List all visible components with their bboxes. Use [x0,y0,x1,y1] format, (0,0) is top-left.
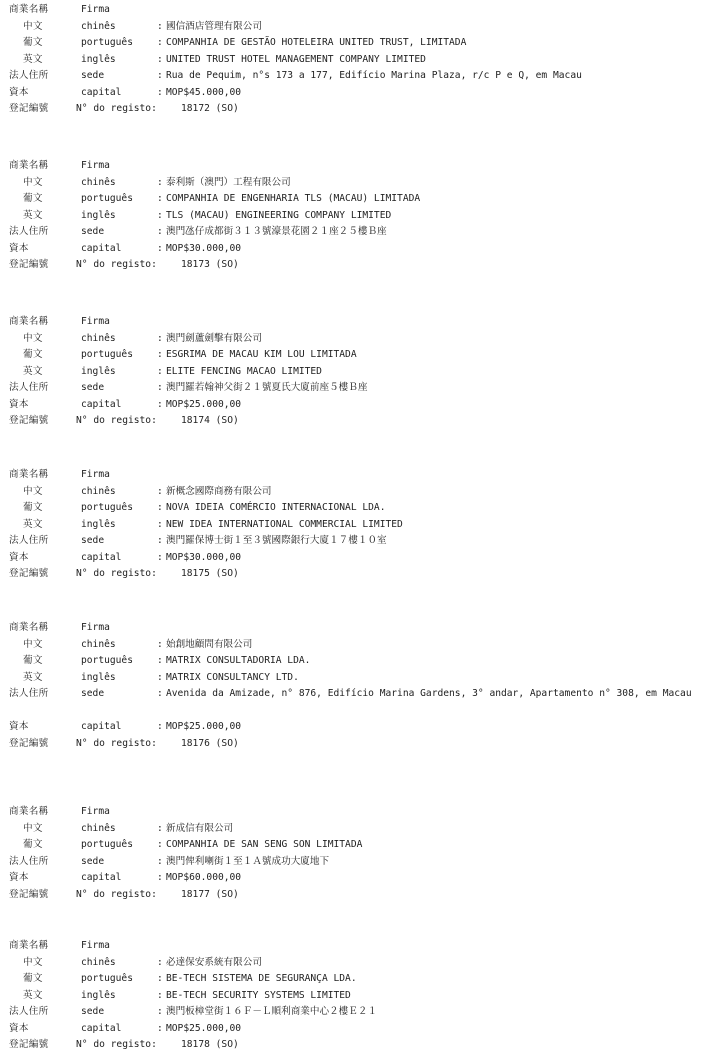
label-zh: 英文 [23,671,43,683]
label-zh: 商業名稱 [9,469,49,480]
colon: : [157,956,163,968]
label-pt: chinês [81,956,116,968]
colon: : [157,502,163,513]
label-pt: N° do registo: [76,103,157,114]
field-value: MOP$30.000,00 [166,242,242,254]
label-zh: 中文 [23,485,43,497]
label-pt: sede [81,1006,105,1017]
ingles-row [9,670,721,687]
ingles-row [9,52,721,69]
colon: : [157,855,163,867]
label-pt: N° do registo: [76,737,157,749]
label-pt: inglês [81,53,116,65]
chines-row [9,331,721,348]
label-zh: 英文 [23,53,43,65]
field-value: 澳門氹仔成都街３１３號濠景花園２１座２５樓Ｂ座 [166,226,387,237]
label-pt: sede [81,382,105,393]
field-value: 澳門羅若翰神父街２１號夏氏大廈前座５樓Ｂ座 [166,382,368,393]
field-value: TLS (MACAU) ENGINEERING COMPANY LIMITED [166,209,392,221]
field-value: MOP$45.000,00 [166,86,242,98]
label-pt: português [81,37,133,48]
field-value: BE-TECH SECURITY SYSTEMS LIMITED [166,989,351,1001]
portugues-row [9,653,721,670]
company-record [9,938,721,1054]
firma-header-row [9,158,721,175]
colon: : [157,485,163,497]
portugues-row [9,837,721,854]
label-zh: 登記編號 [9,1039,49,1050]
ingles-row [9,208,721,225]
portugues-row [9,971,721,988]
label-pt: português [81,349,133,360]
field-value: MOP$30.000,00 [166,551,242,563]
field-value: UNITED TRUST HOTEL MANAGEMENT COMPANY LIMITED [166,53,426,65]
field-value: 國信酒店管理有限公司 [166,20,262,32]
label-pt: Firma [81,160,110,171]
label-pt: português [81,839,133,850]
label-zh: 資本 [9,242,29,254]
colon: : [157,20,163,32]
capital-row [9,85,721,102]
label-pt: chinês [81,20,116,32]
field-value: 澳門羅保博士街１至３號國際銀行大廈１７樓１０室 [166,535,387,546]
label-zh: 中文 [23,956,43,968]
company-record [9,2,721,118]
colon: : [157,822,163,834]
colon: : [157,176,163,188]
colon: : [157,365,163,377]
label-zh: 商業名稱 [9,806,49,817]
chines-row [9,484,721,501]
colon: : [157,242,163,254]
label-pt: inglês [81,671,116,683]
colon: : [157,655,163,666]
company-record [9,620,721,752]
chines-row [9,821,721,838]
field-value: 澳門劍蘆劍擊有限公司 [166,332,262,344]
field-value: MOP$60.000,00 [166,872,242,883]
label-pt: inglês [81,365,116,377]
firma-header-row [9,938,721,955]
label-zh: 葡文 [23,193,43,204]
label-pt: português [81,655,133,666]
label-zh: 法人住所 [9,70,49,81]
label-zh: 英文 [23,209,43,221]
ingles-row [9,364,721,381]
portugues-row [9,35,721,52]
registo-row [9,736,721,753]
label-pt: capital [81,242,122,254]
field-value: NOVA IDEIA COMÉRCIO INTERNACIONAL LDA. [166,502,386,513]
sede-row [9,533,721,550]
label-zh: 法人住所 [9,535,49,546]
field-value: COMPANHIA DE ENGENHARIA TLS (MACAU) LIMITADA [166,193,421,204]
label-zh: 登記編號 [9,888,49,900]
label-zh: 法人住所 [9,1006,49,1017]
colon: : [157,671,163,683]
firma-header-row [9,314,721,331]
label-pt: sede [81,855,105,867]
company-record [9,314,721,430]
field-value: COMPANHIA DE GESTÃO HOTELEIRA UNITED TRUST, LIMITADA [166,37,467,48]
field-value: 新成信有限公司 [166,822,234,834]
registo-row [9,413,721,430]
company-record [9,467,721,583]
colon: : [157,193,163,204]
firma-header-row [9,467,721,484]
sede-row [9,68,721,85]
label-zh: 英文 [23,365,43,377]
sede-row [9,854,721,871]
label-zh: 登記編號 [9,737,49,749]
label-pt: capital [81,872,122,883]
label-pt: sede [81,535,105,546]
capital-row [9,397,721,414]
label-zh: 商業名稱 [9,940,49,951]
colon: : [157,973,163,984]
ingles-row [9,517,721,534]
label-zh: 葡文 [23,973,43,984]
registo-row [9,566,721,583]
field-value: 泰利斯（澳門）工程有限公司 [166,176,291,188]
label-pt: Firma [81,469,110,480]
registo-row [9,887,721,904]
capital-row [9,241,721,258]
colon: : [157,518,163,530]
field-value: 18177 (SO) [181,888,239,900]
label-zh: 法人住所 [9,688,49,699]
field-value: 新概念國際商務有限公司 [166,485,272,497]
colon: : [157,721,163,732]
label-zh: 資本 [9,86,29,98]
field-value: 必達保安系統有限公司 [166,956,262,968]
label-zh: 中文 [23,20,43,32]
chines-row [9,175,721,192]
colon: : [157,989,163,1001]
label-zh: 法人住所 [9,382,49,393]
field-value: NEW IDEA INTERNATIONAL COMMERCIAL LIMITED [166,518,403,530]
company-record [9,804,721,903]
label-zh: 資本 [9,872,29,883]
label-zh: 登記編號 [9,259,49,270]
label-pt: Firma [81,316,110,327]
field-value: 18176 (SO) [181,737,239,749]
field-value: BE-TECH SISTEMA DE SEGURANÇA LDA. [166,973,357,984]
sede-row [9,686,721,719]
field-value: COMPANHIA DE SAN SENG SON LIMITADA [166,839,363,850]
label-zh: 葡文 [23,655,43,666]
label-zh: 登記編號 [9,415,49,426]
colon: : [157,53,163,65]
field-value: 澳門俾利喇街１至１Ａ號成功大廈地下 [166,855,330,867]
chines-row [9,637,721,654]
label-zh: 商業名稱 [9,622,49,633]
field-value: 18175 (SO) [181,568,239,579]
label-pt: português [81,193,133,204]
field-value: 始創地顧問有限公司 [166,638,253,650]
label-zh: 英文 [23,518,43,530]
label-zh: 英文 [23,989,43,1001]
label-pt: capital [81,551,122,563]
colon: : [157,86,163,98]
colon: : [157,349,163,360]
colon: : [157,209,163,221]
label-pt: Firma [81,940,110,951]
label-pt: capital [81,86,122,98]
field-value: MATRIX CONSULTANCY LTD. [166,671,299,683]
colon: : [157,688,163,699]
field-value: Rua de Pequim, n°s 173 a 177, Edifício Marina Plaza, r/c P e Q, em Macau [166,70,582,81]
field-value: MOP$25.000,00 [166,1022,242,1034]
label-zh: 葡文 [23,349,43,360]
label-zh: 葡文 [23,502,43,513]
colon: : [157,1006,163,1017]
label-pt: português [81,502,133,513]
label-zh: 葡文 [23,839,43,850]
label-pt: chinês [81,332,116,344]
colon: : [157,332,163,344]
portugues-row [9,500,721,517]
label-pt: Firma [81,4,110,15]
label-zh: 資本 [9,1022,29,1034]
label-zh: 葡文 [23,37,43,48]
portugues-row [9,191,721,208]
label-zh: 商業名稱 [9,160,49,171]
ingles-row [9,988,721,1005]
label-pt: N° do registo: [76,259,157,270]
label-pt: chinês [81,176,116,188]
label-zh: 中文 [23,822,43,834]
label-pt: sede [81,226,105,237]
colon: : [157,70,163,81]
company-record [9,158,721,274]
colon: : [157,638,163,650]
portugues-row [9,347,721,364]
label-pt: inglês [81,518,116,530]
label-pt: chinês [81,822,116,834]
field-value: 18172 (SO) [181,103,239,114]
field-value: MOP$25.000,00 [166,398,242,410]
colon: : [157,1022,163,1034]
field-value: MATRIX CONSULTADORIA LDA. [166,655,311,666]
label-pt: N° do registo: [76,568,157,579]
field-value: ELITE FENCING MACAO LIMITED [166,365,322,377]
field-value: Avenida da Amizade, n° 876, Edifício Marina Gardens, 3° andar, Apartamento n° 308, em Macau [166,688,692,699]
label-pt: inglês [81,989,116,1001]
label-zh: 中文 [23,176,43,188]
chines-row [9,955,721,972]
label-pt: N° do registo: [76,1039,157,1050]
label-pt: sede [81,70,105,81]
label-zh: 資本 [9,398,29,410]
colon: : [157,872,163,883]
label-zh: 法人住所 [9,226,49,237]
field-value: ESGRIMA DE MACAU KIM LOU LIMITADA [166,349,357,360]
label-zh: 中文 [23,332,43,344]
capital-row [9,719,721,736]
label-pt: chinês [81,485,116,497]
capital-row [9,550,721,567]
field-value: 18174 (SO) [181,415,239,426]
chines-row [9,19,721,36]
label-pt: Firma [81,622,110,633]
colon: : [157,226,163,237]
label-zh: 登記編號 [9,103,49,114]
registo-row [9,1037,721,1054]
sede-row [9,224,721,241]
label-pt: N° do registo: [76,415,157,426]
registo-row [9,101,721,118]
label-zh: 資本 [9,721,29,732]
label-pt: capital [81,1022,122,1034]
field-value: 澳門板樟堂街１６Ｆ－Ｌ順利商業中心２樓Ｅ２１ [166,1006,378,1017]
capital-row [9,870,721,887]
colon: : [157,535,163,546]
field-value: MOP$25.000,00 [166,721,242,732]
label-pt: capital [81,398,122,410]
capital-row [9,1021,721,1038]
label-zh: 商業名稱 [9,4,49,15]
label-zh: 法人住所 [9,855,49,867]
label-pt: chinês [81,638,116,650]
colon: : [157,839,163,850]
field-value: 18178 (SO) [181,1039,239,1050]
label-pt: N° do registo: [76,888,157,900]
label-zh: 資本 [9,551,29,563]
label-pt: Firma [81,806,110,817]
firma-header-row [9,620,721,637]
firma-header-row [9,804,721,821]
firma-header-row [9,2,721,19]
colon: : [157,551,163,563]
label-pt: português [81,973,133,984]
label-pt: sede [81,688,105,699]
label-zh: 中文 [23,638,43,650]
colon: : [157,398,163,410]
colon: : [157,37,163,48]
colon: : [157,382,163,393]
field-value: 18173 (SO) [181,259,239,270]
label-pt: inglês [81,209,116,221]
registo-row [9,257,721,274]
label-zh: 商業名稱 [9,316,49,327]
label-pt: capital [81,721,122,732]
label-zh: 登記編號 [9,568,49,579]
sede-row [9,1004,721,1021]
sede-row [9,380,721,397]
